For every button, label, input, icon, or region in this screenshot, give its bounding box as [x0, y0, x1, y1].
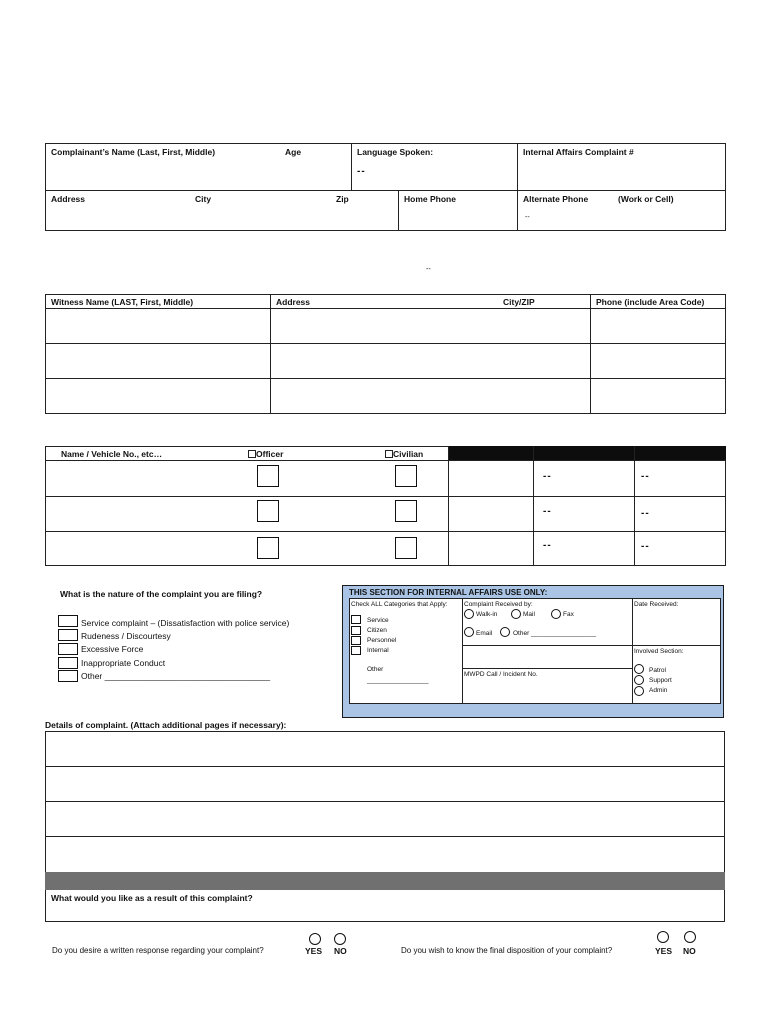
patrol-radio[interactable]: [634, 664, 644, 674]
received-by-label: Complaint Received by:: [464, 601, 533, 608]
email-radio[interactable]: [464, 627, 474, 637]
other-label: Other ___________________________________: [81, 671, 271, 681]
support-radio[interactable]: [634, 675, 644, 685]
witness-row[interactable]: [46, 379, 725, 413]
involved-header-dark-band: [448, 446, 726, 460]
language-label: Language Spoken:: [357, 147, 434, 157]
details-label: Details of complaint. (Attach additional pages if necessary):: [45, 720, 287, 730]
disposition-no-radio[interactable]: [684, 931, 696, 943]
fax-label: Fax: [563, 611, 574, 618]
result-label: What would you like as a result of this complaint?: [51, 893, 253, 903]
excessive-force-label: Excessive Force: [81, 644, 144, 654]
complainant-name-label: Complainant’s Name (Last, First, Middle): [51, 147, 216, 157]
civilian-checkbox[interactable]: [395, 537, 417, 559]
witness-row[interactable]: [46, 344, 725, 377]
civilian-checkbox[interactable]: [395, 465, 417, 487]
incident-number-label: MWPD Call / Incident No.: [464, 671, 538, 678]
category-personnel-checkbox[interactable]: [351, 636, 361, 645]
written-response-no-label: NO: [334, 946, 347, 956]
work-cell-label: (Work or Cell): [618, 194, 674, 204]
stray-dash-mark: --: [426, 266, 431, 273]
details-line[interactable]: [46, 802, 724, 835]
involved-cell: --: [543, 506, 552, 517]
ia-complaint-number-field[interactable]: [520, 160, 724, 188]
patrol-label: Patrol: [649, 667, 666, 674]
details-line[interactable]: [46, 767, 724, 800]
walkin-radio[interactable]: [464, 609, 474, 619]
address-field[interactable]: [46, 206, 186, 229]
email-label: Email: [476, 630, 493, 637]
incident-number-field[interactable]: [463, 680, 631, 703]
officer-checkbox[interactable]: [257, 500, 279, 522]
written-response-yes-radio[interactable]: [309, 933, 321, 945]
category-other-line[interactable]: _________________: [367, 677, 429, 684]
support-label: Support: [649, 677, 672, 684]
civilian-header: Civilian: [393, 449, 424, 459]
ia-complaint-number-label: Internal Affairs Complaint #: [523, 147, 634, 157]
involved-cell: --: [543, 540, 552, 551]
category-citizen-label: Citizen: [367, 627, 387, 634]
written-response-no-radio[interactable]: [334, 933, 346, 945]
officer-header: Officer: [256, 449, 284, 459]
alternate-phone-value: --: [525, 214, 530, 221]
disposition-yes-label: YES: [655, 946, 673, 956]
complainant-name-field[interactable]: [46, 160, 276, 188]
details-line[interactable]: [46, 732, 724, 765]
language-value: --: [357, 166, 366, 177]
disposition-yes-radio[interactable]: [657, 931, 669, 943]
involved-section-label: Involved Section:: [634, 648, 684, 655]
date-received-field[interactable]: [633, 610, 720, 644]
officer-header-box: [248, 450, 256, 458]
witness-name-header: Witness Name (LAST, First, Middle): [51, 297, 194, 307]
involved-cell: --: [543, 471, 552, 482]
home-phone-label: Home Phone: [404, 194, 456, 204]
witness-address-header: Address: [276, 297, 311, 307]
category-service-label: Service: [367, 617, 389, 624]
involved-cell: --: [641, 471, 650, 482]
civilian-header-box: [385, 450, 393, 458]
category-internal-label: Internal: [367, 647, 389, 654]
category-citizen-checkbox[interactable]: [351, 626, 361, 635]
city-field[interactable]: [190, 206, 330, 229]
age-field[interactable]: [280, 160, 346, 188]
category-personnel-label: Personnel: [367, 637, 397, 644]
zip-label: Zip: [336, 194, 349, 204]
service-complaint-label: Service complaint – (Dissatisfaction with police service): [81, 618, 290, 628]
result-field[interactable]: [46, 904, 724, 921]
disposition-no-label: NO: [683, 946, 696, 956]
zip-field[interactable]: [332, 206, 396, 229]
city-label: City: [195, 194, 212, 204]
civilian-checkbox[interactable]: [395, 500, 417, 522]
address-label: Address: [51, 194, 86, 204]
officer-checkbox[interactable]: [257, 537, 279, 559]
categories-label: Check ALL Categories that Apply:: [351, 601, 448, 608]
involved-name-field[interactable]: [46, 498, 246, 530]
disposition-question: Do you wish to know the final disposition of your complaint?: [401, 946, 613, 955]
ia-section-title: THIS SECTION FOR INTERNAL AFFAIRS USE ONLY:: [349, 588, 548, 597]
other-received-label: Other __________________: [513, 630, 597, 637]
witness-row[interactable]: [46, 309, 725, 342]
other-received-radio[interactable]: [500, 627, 510, 637]
admin-label: Admin: [649, 687, 668, 694]
involved-name-field[interactable]: [46, 462, 246, 494]
rudeness-checkbox[interactable]: [58, 629, 78, 641]
mail-label: Mail: [523, 611, 535, 618]
officer-checkbox[interactable]: [257, 465, 279, 487]
involved-cell: --: [641, 508, 650, 519]
rudeness-label: Rudeness / Discourtesy: [81, 631, 171, 641]
alternate-phone-label: Alternate Phone: [523, 194, 589, 204]
witness-phone-header: Phone (include Area Code): [596, 297, 705, 307]
witness-cityzip-header: City/ZIP: [503, 297, 535, 307]
service-complaint-checkbox[interactable]: [58, 615, 78, 627]
other-checkbox[interactable]: [58, 670, 78, 682]
category-service-checkbox[interactable]: [351, 615, 361, 624]
date-received-label: Date Received:: [634, 601, 679, 608]
involved-cell: --: [641, 541, 650, 552]
details-line[interactable]: [46, 837, 724, 871]
admin-radio[interactable]: [634, 686, 644, 696]
fax-radio[interactable]: [551, 609, 561, 619]
involved-name-header: Name / Vehicle No., etc…: [61, 449, 163, 459]
walkin-label: Walk-in: [476, 611, 498, 618]
excessive-force-checkbox[interactable]: [58, 643, 78, 655]
category-other-label: Other: [367, 666, 384, 673]
category-internal-checkbox[interactable]: [351, 646, 361, 655]
inappropriate-conduct-checkbox[interactable]: [58, 657, 78, 669]
involved-name-field[interactable]: [46, 533, 246, 565]
home-phone-field[interactable]: [400, 206, 515, 229]
age-label: Age: [285, 147, 302, 157]
written-response-yes-label: YES: [305, 946, 323, 956]
details-grey-band: [45, 872, 725, 890]
written-response-question: Do you desire a written response regarding your complaint?: [52, 946, 264, 955]
nature-question: What is the nature of the complaint you are filing?: [60, 589, 263, 599]
inappropriate-conduct-label: Inappropriate Conduct: [81, 658, 166, 668]
mail-radio[interactable]: [511, 609, 521, 619]
